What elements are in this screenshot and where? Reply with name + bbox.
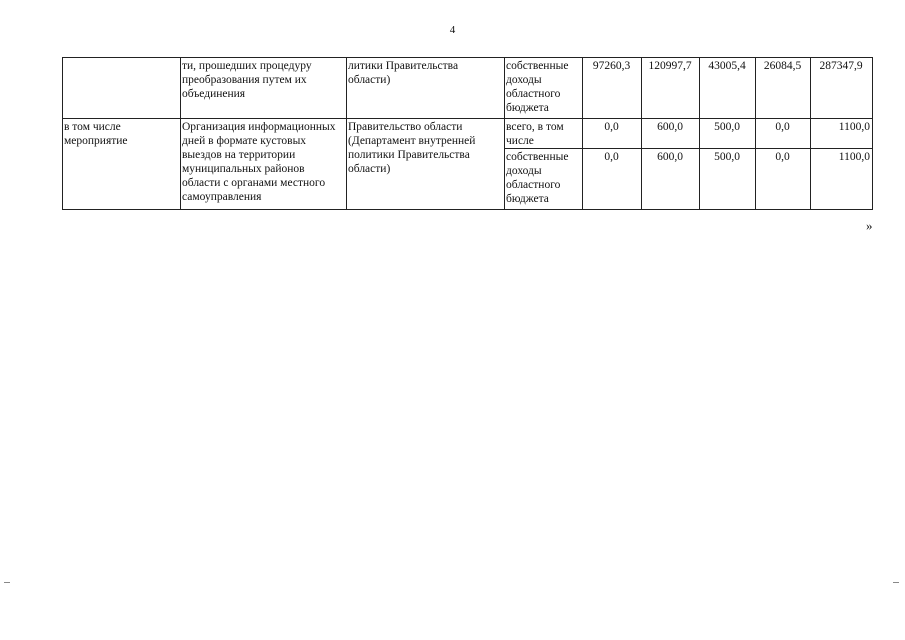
value-cell: 0,0: [756, 119, 811, 149]
level-cell: [63, 58, 181, 119]
source-cell: собственные доходы областного бюджета: [505, 149, 583, 210]
table-row: [63, 119, 873, 149]
closing-quote: »: [866, 218, 873, 233]
level-cell: в том числе мероприятие: [63, 119, 181, 210]
value-cell: 0,0: [756, 149, 811, 210]
page-number: 4: [449, 24, 456, 36]
value-cell: 120997,7: [642, 58, 700, 119]
scan-mark-right: [893, 582, 899, 583]
total-cell: 287347,9: [811, 58, 873, 119]
total-cell: 1100,0: [811, 119, 873, 149]
table-row: [63, 58, 873, 119]
value-cell: 26084,5: [756, 58, 811, 119]
source-cell: собственные доходы областного бюджета: [505, 58, 583, 119]
source-cell: всего, в том числе: [505, 119, 583, 149]
value-cell: 500,0: [700, 149, 756, 210]
executor-cell: литики Правительства области): [347, 58, 505, 119]
value-cell: 600,0: [642, 119, 700, 149]
name-cell: ти, прошедших процедуру преобразования путем их объединения: [181, 58, 347, 119]
name-cell: Организация информационных дней в формате кустовых выездов на территории муниципальных районов области с органами местного самоуправления: [181, 119, 347, 210]
scan-mark-left: [4, 582, 10, 583]
value-cell: 0,0: [583, 149, 642, 210]
value-cell: 43005,4: [700, 58, 756, 119]
value-cell: 97260,3: [583, 58, 642, 119]
value-cell: 500,0: [700, 119, 756, 149]
total-cell: 1100,0: [811, 149, 873, 210]
budget-table: [62, 57, 873, 210]
value-cell: 600,0: [642, 149, 700, 210]
value-cell: 0,0: [583, 119, 642, 149]
executor-cell: Правительство области (Департамент внутренней политики Правительства области): [347, 119, 505, 210]
